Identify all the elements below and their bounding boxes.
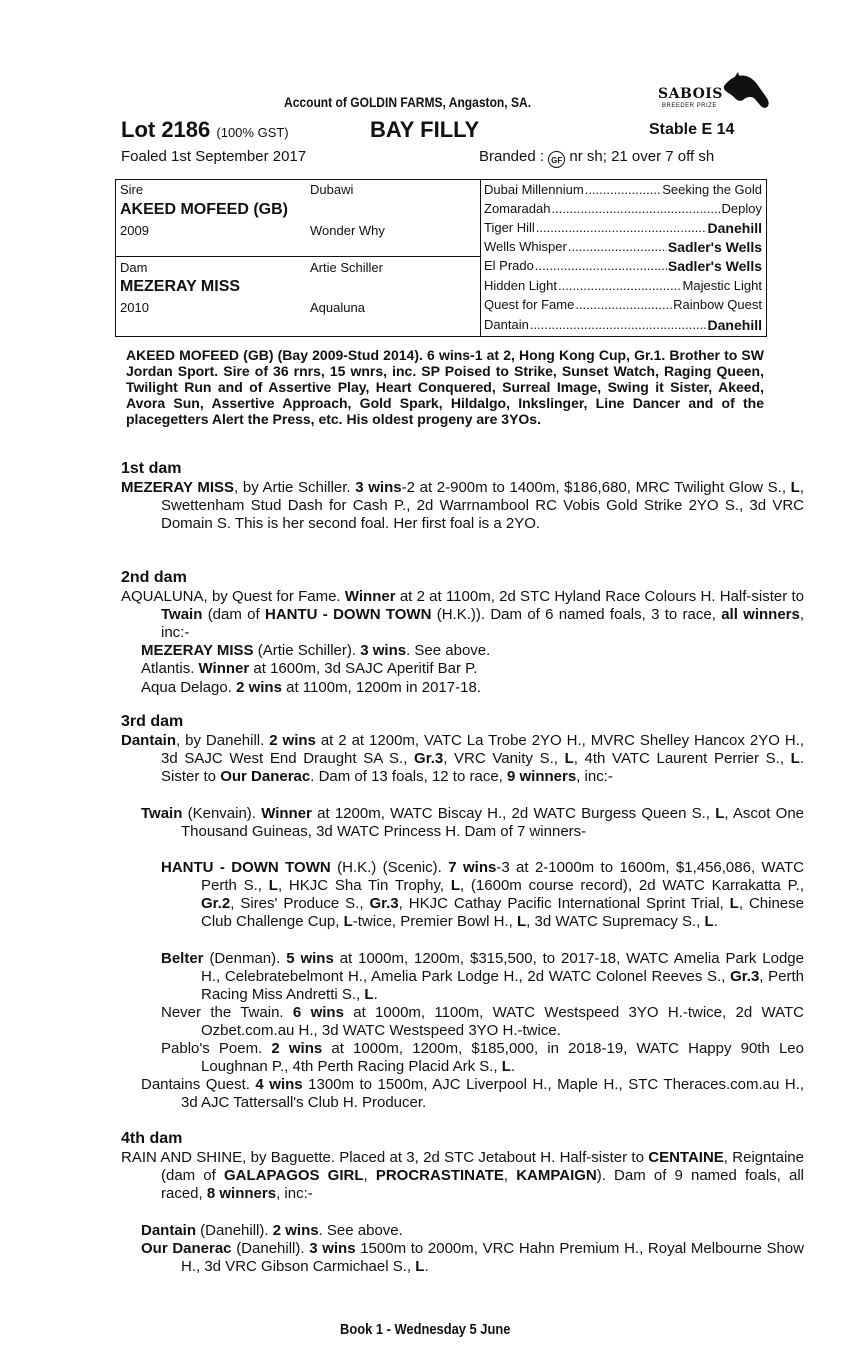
pedigree-table [115,179,767,337]
branded-suffix: nr sh; 21 over 7 off sh [569,148,715,165]
horse-description: BAY FILLY [370,117,480,142]
grandparent-row: Dantain ..... Danehill [484,317,762,333]
grandparent-row: El Prado ..... Sadler's Wells [484,258,762,274]
logo-subtext: BREEDER PRIZE [662,103,717,109]
sire-name: AKEED MOFEED (GB) [120,201,288,218]
third-dam-text: Dantain, by Danehill. 2 wins at 2 at 1200m, VATC La Trobe 2YO H., MVRC Shelley Hancox 2YO H., 3d SAJC West End Draught SA S., Gr.3, VRC Vanity S., L, 4th VATC Laurent Perrier S., L. Sister to Our Danerac. Dam of 13 foals, 12 to race, 9 winners, inc:- [121,732,804,785]
progeny-line: MEZERAY MISS (Artie Schiller). 3 wins. See above. [141,642,491,659]
dam-sire: Artie Schiller [310,260,383,275]
logo-text: SABOIS [658,86,723,102]
progeny-line: Belter (Denman). 5 wins at 1000m, 1200m, $315,500, to 2017-18, WATC Amelia Park Lodge H., Celebratebelmont H., Amelia Park Lodge H., 2d WATC Colonel Reeves S., Gr.3, Perth Racing Miss Andretti S., L. [161,950,804,1003]
sabois-logo [658,72,770,118]
second-dam-text: AQUALUNA, by Quest for Fame. Winner at 2 at 1100m, 2d STC Hyland Race Colours H. Half-sister to Twain (dam of HANTU - DOWN TOWN (H.K.)). Dam of 6 named foals, 3 to race, all winners, inc:- [121,588,805,641]
second-dam-heading: 2nd dam [121,569,187,586]
progeny-line: Dantains Quest. 4 wins 1300m to 1500m, AJC Liverpool H., Maple H., STC Theraces.com.au H., 3d AJC Tattersall's Club H. Producer. [141,1076,804,1111]
page-footer: Book 1 - Wednesday 5 June [340,1321,511,1338]
sire-dam: Wonder Why [310,223,385,238]
first-dam-text: MEZERAY MISS, by Artie Schiller. 3 wins-2 at 2-900m to 1400m, $186,680, MRC Twilight Glow S., L, Swettenham Stud Dash for Cash P., 2d Warrnambool RC Vobis Gold Strike 2YO S., 3d VRC Domain S. This is her second foal. Her first foal is a 2YO. [121,479,805,532]
progeny-line: Twain (Kenvain). Winner at 1200m, WATC Biscay H., 2d WATC Burgess Queen S., L, Ascot One Thousand Guineas, 3d WATC Princess H. Dam of 7 winners- [141,805,805,840]
progeny-line: Aqua Delago. 2 wins at 1100m, 1200m in 2017-18. [141,679,481,696]
grandparent-row: Quest for Fame ..... Rainbow Quest [484,297,762,312]
brand-info [479,148,714,168]
vendor-account: Account of GOLDIN FARMS, Angaston, SA. [284,94,532,110]
fourth-dam-heading: 4th dam [121,1130,183,1147]
dam-dam: Aqualuna [310,300,365,315]
foaling-date: Foaled 1st September 2017 [121,148,307,165]
progeny-line: Never the Twain. 6 wins at 1000m, 1100m, WATC Westspeed 3YO H.-twice, 2d WATC Ozbet.com.au H., 3d WATC Westspeed 3YO H.-twice. [161,1004,804,1039]
grandparent-row: Zomaradah ..... Deploy [484,201,762,216]
progeny-line: Our Danerac (Danehill). 3 wins 1500m to 2000m, VRC Hahn Premium H., Royal Melbourne Show H., 3d VRC Gibson Carmichael S., L. [141,1240,804,1275]
grandparent-row: Hidden Light ..... Majestic Light [484,278,762,293]
fourth-dam-text: RAIN AND SHINE, by Baguette. Placed at 3, 2d STC Jetabout H. Half-sister to CENTAINE, Reigntaine (dam of GALAPAGOS GIRL, PROCRASTINATE, KAMPAIGN). Dam of 9 named foals, all raced, 8 winners, inc:- [121,1149,804,1202]
brand-mark-icon: GF [548,151,565,168]
lot-number [121,117,289,143]
first-dam-heading: 1st dam [121,460,182,477]
sire-label: Sire [120,182,144,197]
progeny-line: HANTU - DOWN TOWN (H.K.) (Scenic). 7 wins-3 at 2-1000m to 1600m, $1,456,086, WATC Perth S., L, HKJC Sha Tin Trophy, L, (1600m course record), 2d WATC Karrakatta P., Gr.2, Sires' Produce S., Gr.3, HKJC Cathay Pacific International Sprint Trial, L, Chinese Club Challenge Cup, L-twice, Premier Bowl H., L, 3d WATC Supremacy S., L. [161,859,805,930]
stable-location: Stable E 14 [649,121,735,138]
third-dam-heading: 3rd dam [121,713,184,730]
progeny-line: Pablo's Poem. 2 wins at 1000m, 1200m, $185,000, in 2018-19, WATC Happy 90th Leo Loughnan P., 4th Perth Racing Placid Ark S., L. [161,1040,804,1075]
dam-label: Dam [120,260,148,275]
branded-prefix: Branded : [479,148,545,165]
lot-label: Lot 2186 [121,117,211,142]
pedigree-divider [480,180,481,336]
grandparent-row: Wells Whisper ..... Sadler's Wells [484,239,762,255]
grandparent-row: Dubai Millennium ..... Seeking the Gold [484,182,762,197]
dam-name: MEZERAY MISS [120,278,241,295]
sire-summary: AKEED MOFEED (GB) (Bay 2009-Stud 2014). 6 wins-1 at 2, Hong Kong Cup, Gr.1. Brother to SW Jordan Sport. Sire of 36 rnrs, 15 wnrs, inc. SP Poised to Strike, Sunset Watch, Raging Queen, Twilight Run and of Assertive Play, Heart Conquered, Surreal Image, Swing it Sister, Akeed, Avora Sun, Assertive Approach, Gold Spark, Hildalgo, Inkslinger, Line Dancer and of the placegetters Alert the Press, etc. His oldest progeny are 3YOs. [126,347,764,427]
gst-note: (100% GST) [216,125,289,140]
grandparent-row: Tiger Hill ..... Danehill [484,220,762,236]
dam-year: 2010 [120,300,149,315]
pedigree-row-divider [116,256,480,257]
sire-sire: Dubawi [310,182,354,197]
progeny-line: Atlantis. Winner at 1600m, 3d SAJC Aperitif Bar P. [141,660,478,677]
horse-head-icon [720,72,772,114]
sire-year: 2009 [120,223,149,238]
progeny-line: Dantain (Danehill). 2 wins. See above. [141,1222,403,1239]
